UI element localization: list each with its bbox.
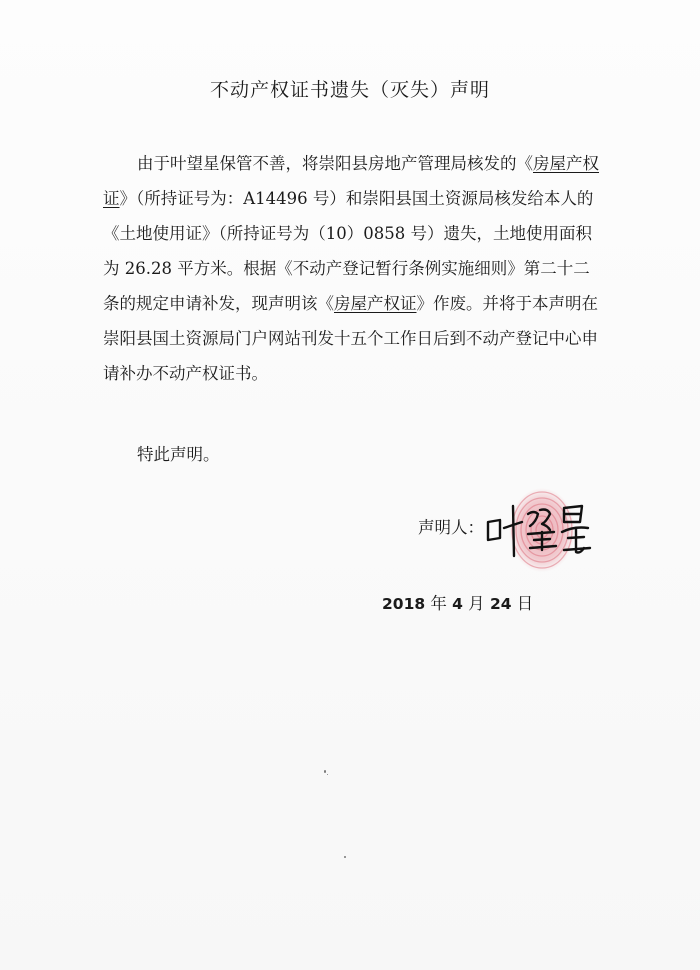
declaration-body xyxy=(103,146,603,391)
declarant-line xyxy=(418,514,484,542)
declaration-date xyxy=(382,590,533,618)
declaration-paragraph xyxy=(103,146,603,391)
date-month-unit: 月 xyxy=(462,594,490,613)
body-segment-4: 》（所持证号为：A14496 号）和崇阳县国土资源局核发给本人的《土地使用证》（所持证号为（10）0858 号）遗失，土地使用面积为 26.28 平方米。根据《不动产登记暂行条例实施细则》第二十二条的规定申请补发，现声明该 xyxy=(103,189,594,313)
scan-speck xyxy=(327,774,328,775)
scan-speck xyxy=(324,770,326,773)
body-segment-5: 《 xyxy=(317,294,334,313)
date-day-unit: 日 xyxy=(511,594,534,613)
body-segment-1: 由于叶望星保管不善，将崇阳县房地产管理局核发的 xyxy=(137,154,517,173)
date-day: 24 xyxy=(489,595,512,613)
date-month: 4 xyxy=(452,595,463,613)
document-title: 不动产权证书遗失（灭失）声明 xyxy=(209,79,490,101)
declarant-label: 声明人： xyxy=(418,518,484,537)
body-segment-7: 》作废。并将于本声明在崇阳县国土资源局门户网站刊发十五个工作日后到不动产登记中心申请补办不动产权证书。 xyxy=(103,294,598,383)
body-segment-2: 《 xyxy=(516,154,533,173)
date-year: 2018 xyxy=(382,595,426,613)
closing-statement: 特此声明。 xyxy=(137,445,220,464)
scan-speck xyxy=(344,856,346,858)
underlined-certificate-name-2: 房屋产权证 xyxy=(334,294,417,313)
date-year-unit: 年 xyxy=(425,594,453,613)
handwritten-signature xyxy=(484,492,596,564)
underlined-certificate-name-1: 房屋产权证 xyxy=(103,154,599,208)
